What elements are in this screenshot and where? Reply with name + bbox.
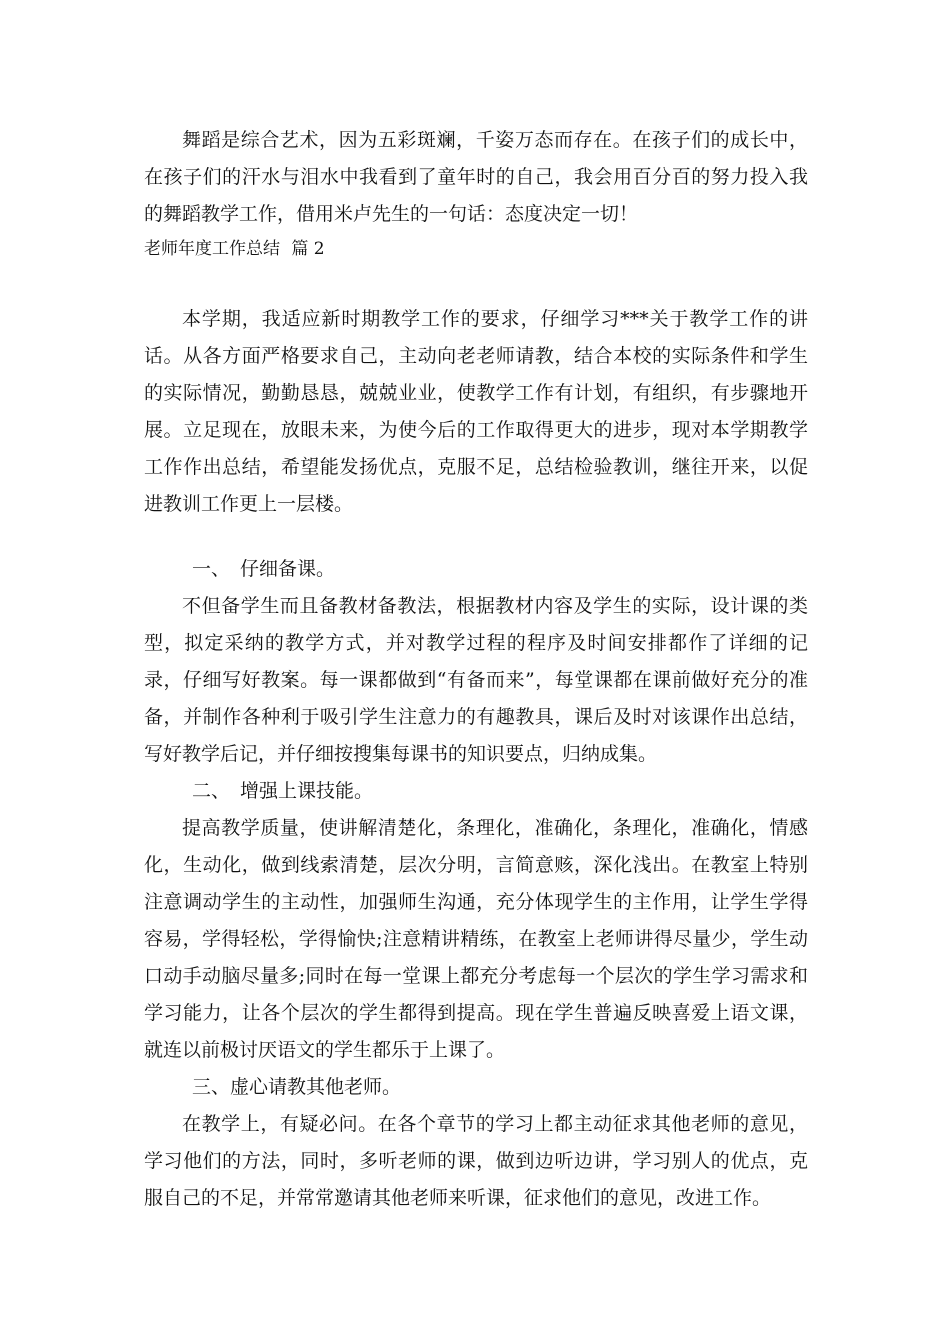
- item-3-title: 三、虚心请教其他老师。: [192, 1076, 402, 1098]
- section-title: 老师年度工作总结: [144, 239, 280, 259]
- item-1-heading: [192, 551, 335, 588]
- section-heading: [144, 234, 325, 264]
- item-3-heading: [192, 1069, 401, 1106]
- paragraph-item-3: 在教学上，有疑必问。在各个章节的学习上都主动征求其他老师的意见，学习他们的方法，同时，多听老师的课，做到边听边讲，学习别人的优点，克服自己的不足，并常常邀请其他老师来听课，征求他们的意见，改进工作。: [144, 1113, 808, 1209]
- item-1-title: 仔细备课。: [240, 558, 336, 580]
- section-number: 篇 2: [291, 239, 325, 259]
- item-1-number: 一、: [192, 558, 231, 580]
- item-2-title: 增强上课技能。: [240, 780, 374, 802]
- item-2-number: 二、: [192, 780, 231, 802]
- paragraph-item-1: 不但备学生而且备教材备教法，根据教材内容及学生的实际，设计课的类型，拟定采纳的教学方式，并对教学过程的程序及时间安排都作了详细的记录，仔细写好教案。每一课都做到“有备而来”，每堂课都在课前做好充分的准备，并制作各种利于吸引学生注意力的有趣教具，课后及时对该课作出总结，写好教学后记，并仔细按搜集每课书的知识要点，归纳成集。: [144, 595, 808, 765]
- paragraph-intro: 本学期，我适应新时期教学工作的要求，仔细学习***关于教学工作的讲话。从各方面严格要求自己，主动向老老师请教，结合本校的实际条件和学生的实际情况，勤勤恳恳，兢兢业业，使教学工作有计划，有组织，有步骤地开展。立足现在，放眼未来，为使今后的工作取得更大的进步，现对本学期教学工作作出总结，希望能发扬优点，克服不足，总结检验教训，继往开来，以促进教训工作更上一层楼。: [144, 308, 808, 515]
- paragraph-item-2: 提高教学质量，使讲解清楚化，条理化，准确化，条理化，准确化，情感化，生动化，做到线索清楚，层次分明，言简意赅，深化浅出。在教室上特别注意调动学生的主动性，加强师生沟通，充分体现学生的主作用，让学生学得容易，学得轻松，学得愉快;注意精讲精练，在教室上老师讲得尽量少，学生动口动手动脑尽量多;同时在每一堂课上都充分考虑每一个层次的学生学习需求和学习能力，让各个层次的学生都得到提高。现在学生普遍反映喜爱上语文课，就连以前极讨厌语文的学生都乐于上课了。: [144, 817, 808, 1061]
- paragraph-dance: 舞蹈是综合艺术，因为五彩斑斓，千姿万态而存在。在孩子们的成长中，在孩子们的汗水与泪水中我看到了童年时的自己，我会用百分百的努力投入我的舞蹈教学工作，借用米卢先生的一句话：态度决定一切！: [144, 129, 808, 225]
- item-2-heading: [192, 773, 373, 810]
